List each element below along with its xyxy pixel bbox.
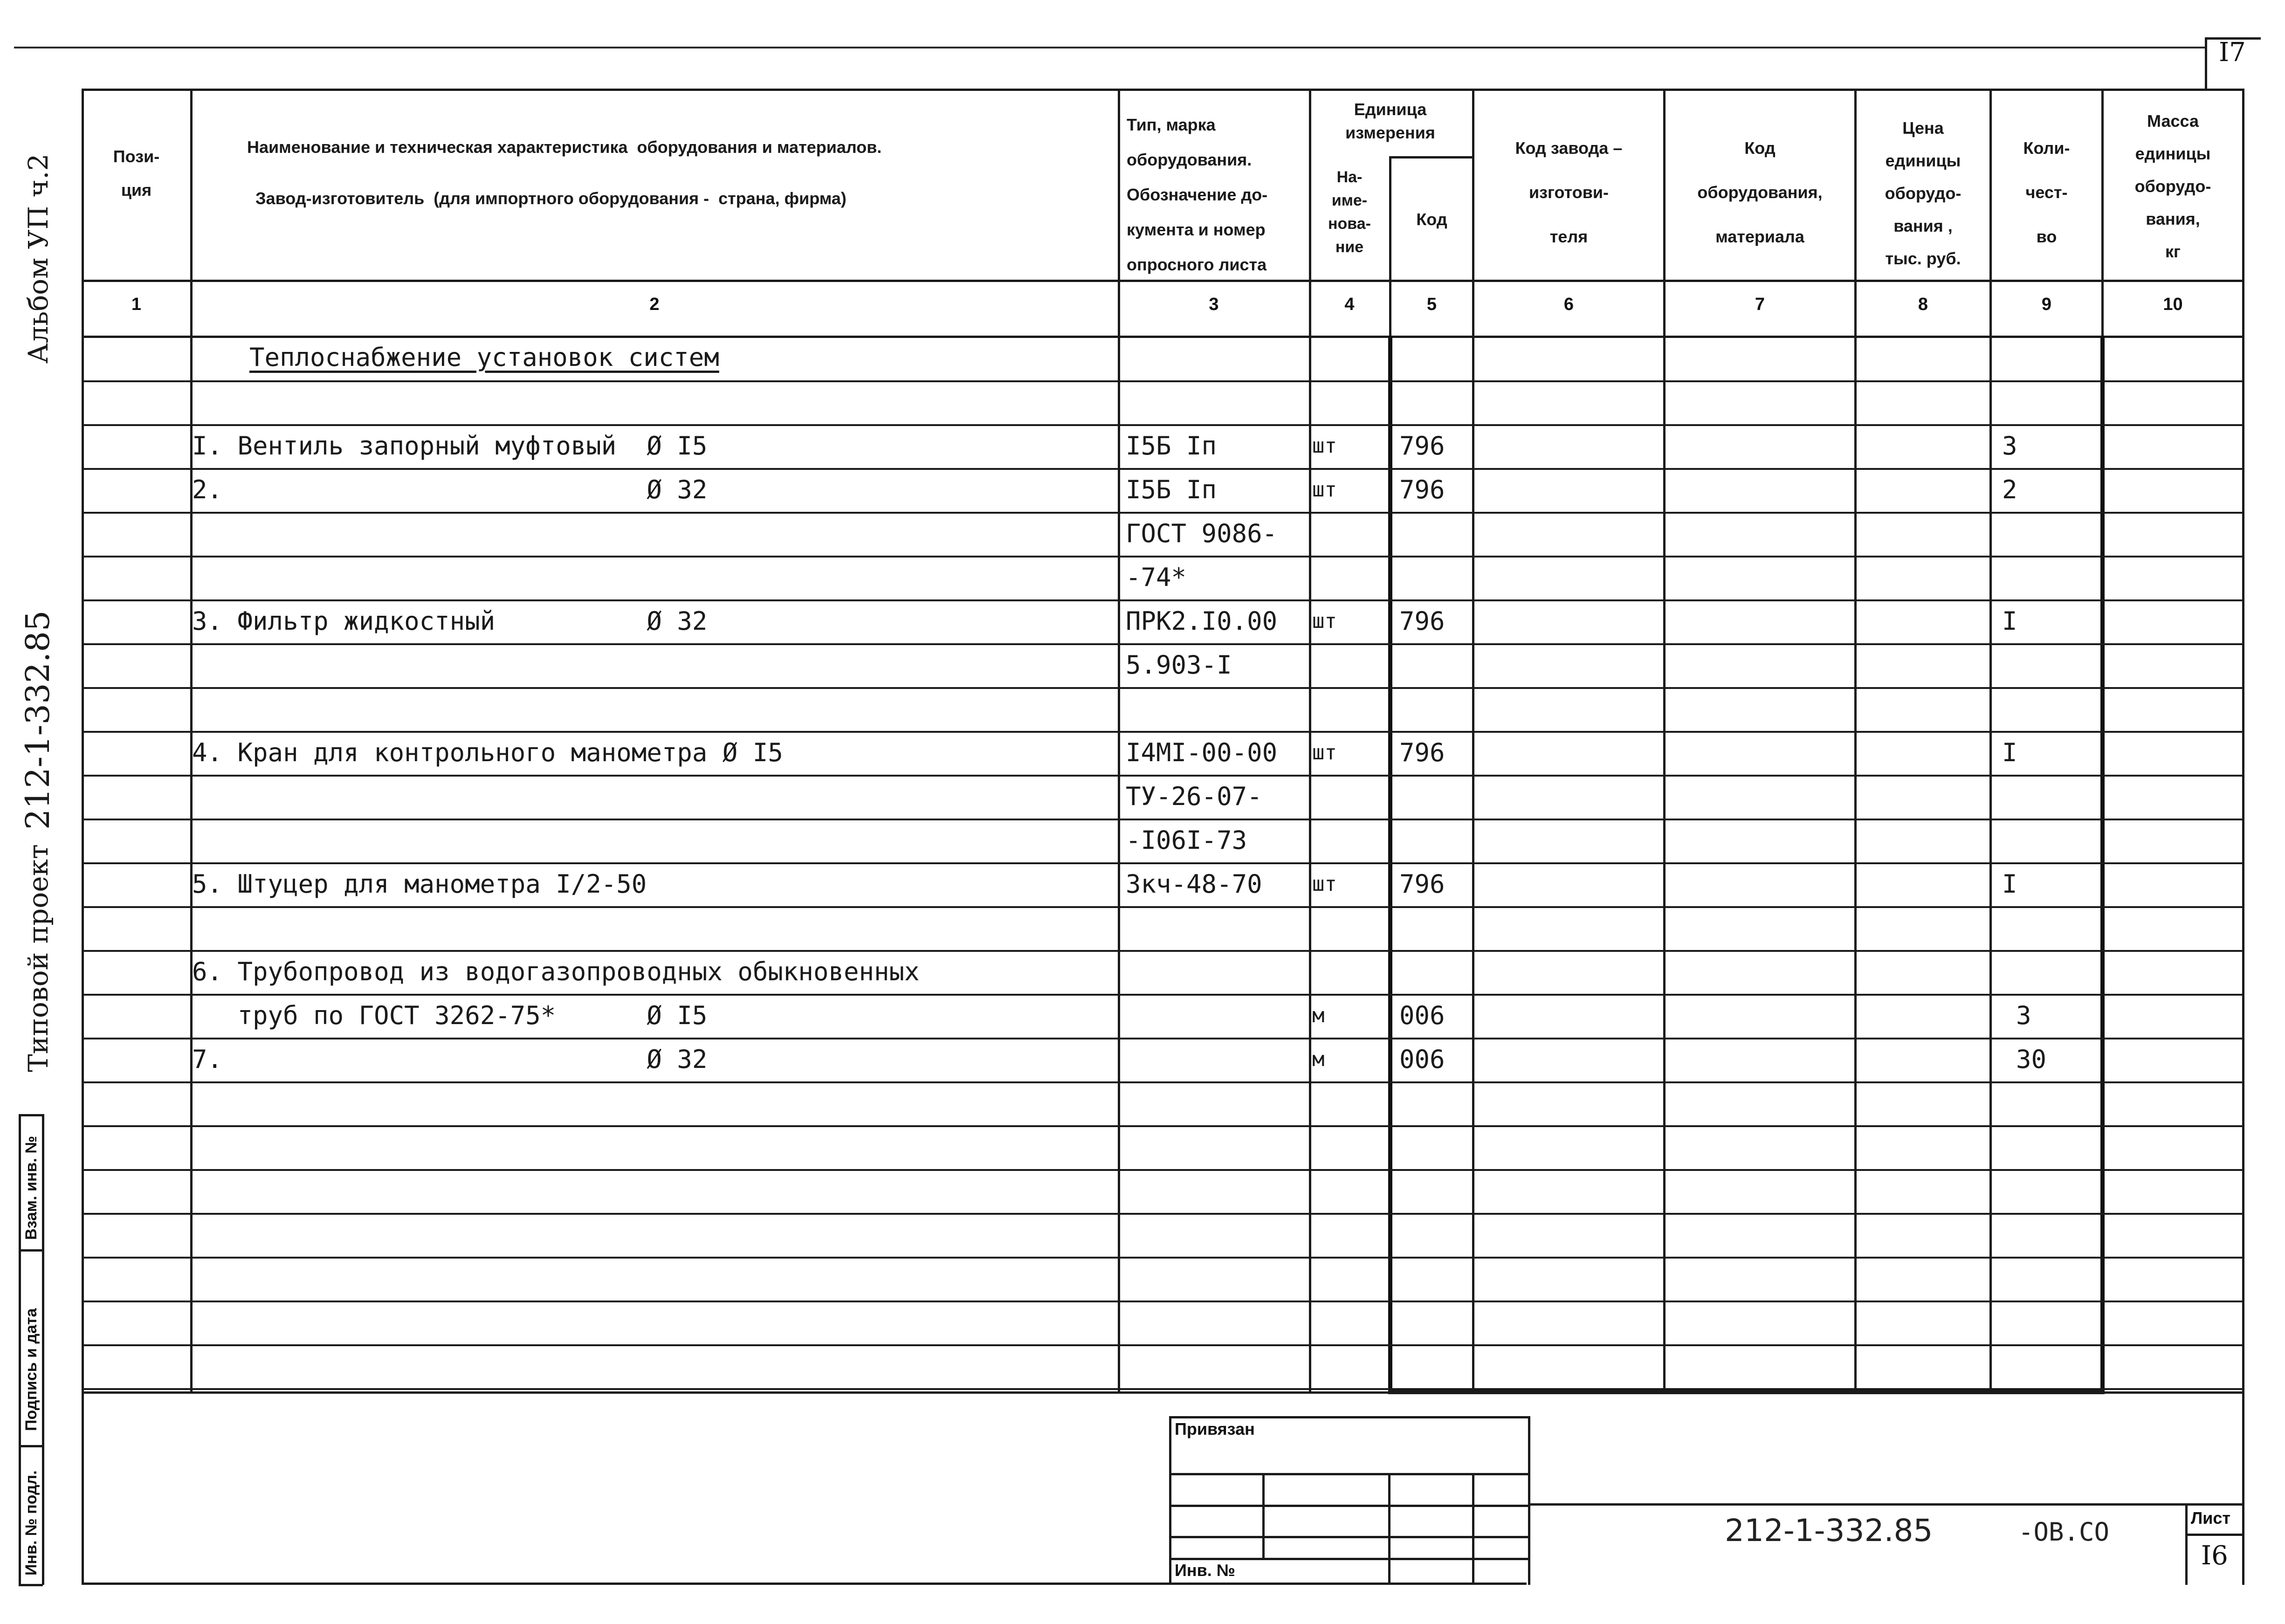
side-project-type: Типовой проект: [22, 844, 54, 1072]
col-number: 5: [1426, 295, 1437, 314]
row-line: [82, 731, 2244, 733]
row-type: ТУ-26-07-: [1126, 782, 1262, 811]
row-code: 796: [1399, 475, 1445, 504]
row-line: [82, 1301, 2244, 1302]
title-block-sheet-sep: [2185, 1503, 2188, 1585]
sheet-number: I6: [2201, 1541, 2228, 1571]
row-code: 796: [1399, 606, 1445, 636]
row-line: [82, 599, 2244, 601]
col-sep: [1118, 89, 1120, 1394]
corner-box-left: [2205, 37, 2207, 89]
row-unit: шт: [1312, 741, 1337, 764]
row-name: 4. Кран для контрольного манометра Ø I5: [192, 738, 783, 767]
stamp-line: [1169, 1473, 1530, 1475]
col-number: 1: [131, 295, 142, 314]
row-line: [82, 1213, 2244, 1215]
side-project-code: 212-1-332.85: [19, 610, 57, 830]
row-line: [82, 1388, 2244, 1390]
stamp-top: [1169, 1416, 1530, 1418]
row-type: I4MI-00-00: [1126, 738, 1278, 767]
row-line: [82, 1125, 2244, 1127]
side-box-replaced: Взам. инв. №: [22, 1135, 40, 1240]
header-name-line1: Наименование и техническая характеристика оборудования и материалов.: [247, 138, 882, 157]
row-unit: шт: [1312, 872, 1337, 896]
table-top-border: [82, 89, 2244, 91]
row-type: 3кч-48-70: [1126, 869, 1262, 899]
side-box-signature: Подпись и дата: [22, 1308, 40, 1431]
row-name: I. Вентиль запорный муфтовый Ø I5: [192, 431, 708, 461]
row-type: -I06I-73: [1126, 826, 1247, 855]
row-line: [82, 643, 2244, 645]
row-type: I5Б Iп: [1126, 431, 1217, 461]
doc-number: 212-1-332.85: [1725, 1513, 1933, 1548]
row-line: [82, 1038, 2244, 1039]
row-name: 6. Трубопровод из водогазопроводных обыкновенных: [192, 957, 920, 986]
header-equipment-code: Код оборудования, материала: [1697, 138, 1823, 246]
row-line: [82, 1257, 2244, 1259]
row-line: [82, 862, 2244, 864]
unit-subheader-line: [1389, 156, 1473, 158]
side-box-inv-orig: Инв. № подл.: [22, 1470, 40, 1576]
col-sep: [1989, 89, 1992, 1394]
top-rule: [14, 47, 2205, 48]
corner-sheet-number: I7: [2219, 37, 2246, 68]
colnum-bottom-border: [82, 336, 2244, 338]
row-unit: шт: [1312, 434, 1337, 458]
row-line: [82, 1081, 2244, 1083]
side-box-line: [19, 1445, 43, 1447]
stamp-line: [1169, 1505, 1530, 1507]
row-qty: 3: [2016, 1001, 2031, 1030]
col-number: 8: [1918, 295, 1928, 314]
col-number: 7: [1755, 295, 1765, 314]
header-factory-code: Код завода – изготови- теля: [1515, 138, 1623, 246]
header-position: Пози- ция: [113, 147, 160, 200]
doc-suffix: -ОВ.СО: [2018, 1517, 2110, 1547]
row-line: [82, 906, 2244, 908]
row-type: ГОСТ 9086-: [1126, 519, 1278, 548]
row-code: 006: [1399, 1045, 1445, 1074]
row-line: [82, 1169, 2244, 1171]
row-unit: м: [1312, 1004, 1325, 1027]
row-line: [82, 556, 2244, 557]
row-name: 5. Штуцер для манометра I/2-50: [192, 869, 647, 899]
row-code: 796: [1399, 738, 1445, 767]
row-line: [82, 687, 2244, 689]
row-code: 796: [1399, 869, 1445, 899]
row-qty: I: [2002, 738, 2017, 767]
title-block-right: [2242, 1391, 2244, 1585]
col-number: 4: [1344, 295, 1355, 314]
stamp-bound-label: Привязан: [1175, 1419, 1255, 1438]
title-block-top: [1528, 1503, 2244, 1506]
stamp-sep: [1262, 1473, 1265, 1558]
header-name-line2: Завод-изготовитель (для импортного оборудования - страна, фирма): [255, 189, 847, 208]
row-line: [82, 950, 2244, 952]
side-box-line: [19, 1584, 43, 1586]
col-number: 10: [2163, 295, 2183, 314]
table-bottom-border: [82, 1391, 2244, 1394]
thick-block-left: [1388, 336, 1392, 1394]
row-type: -74*: [1126, 563, 1187, 592]
header-price: Цена единицы оборудо- вания , тыс. руб.: [1885, 118, 1962, 268]
row-qty: 30: [2016, 1045, 2047, 1074]
thick-block-right: [2100, 336, 2105, 1394]
row-line: [82, 1344, 2244, 1346]
stamp-sep: [1388, 1473, 1390, 1585]
col-sep: [1854, 89, 1857, 1394]
side-box-left: [19, 1114, 21, 1585]
side-album-label: Альбом УП ч.2: [22, 153, 54, 364]
header-type-mark: Тип, марка оборудования. Обозначение до- кумента и номер опросного листа: [1127, 115, 1268, 274]
row-line: [82, 380, 2244, 382]
col-number: 6: [1563, 295, 1574, 314]
row-type: I5Б Iп: [1126, 475, 1217, 504]
row-line: [82, 775, 2244, 777]
col-number: 2: [649, 295, 660, 314]
header-mass: Масса единицы оборудо- вания, кг: [2134, 111, 2211, 261]
row-qty: 2: [2002, 475, 2017, 504]
row-line: [82, 994, 2244, 996]
title-block-sheet-line: [2185, 1534, 2244, 1536]
header-unit: Единица измерения: [1345, 100, 1435, 142]
row-type: 5.903-I: [1126, 650, 1232, 680]
row-line: [82, 424, 2244, 426]
col-sep: [1663, 89, 1666, 1394]
sheet-label: Лист: [2191, 1508, 2231, 1528]
row-name: труб по ГОСТ 3262-75* Ø I5: [192, 1001, 708, 1030]
stamp-line: [1169, 1536, 1530, 1538]
header-quantity: Коли- чест- во: [2023, 138, 2070, 246]
col-sep: [1472, 89, 1474, 1394]
row-line: [82, 468, 2244, 470]
row-qty: 3: [2002, 431, 2017, 461]
row-line: [82, 512, 2244, 514]
row-qty: I: [2002, 869, 2017, 899]
header-unit-name: На- име- нова- ние: [1328, 168, 1371, 256]
stamp-line: [1169, 1558, 1530, 1560]
row-unit: м: [1312, 1047, 1325, 1071]
row-line: [82, 819, 2244, 820]
row-qty: I: [2002, 606, 2017, 636]
page-bottom-border: [82, 1583, 1527, 1585]
row-type: ПРК2.I0.00: [1126, 606, 1278, 636]
stamp-sep: [1472, 1473, 1474, 1585]
side-box-right: [42, 1114, 44, 1585]
side-box-line: [19, 1249, 43, 1252]
row-name: 2. Ø 32: [192, 475, 708, 504]
header-unit-code: Код: [1416, 210, 1447, 229]
side-box-line: [19, 1114, 43, 1116]
col-number: 9: [2041, 295, 2052, 314]
row-code: 006: [1399, 1001, 1445, 1030]
row-name: Теплоснабжение установок систем: [249, 343, 719, 372]
stamp-inv-label: Инв. №: [1175, 1561, 1235, 1580]
table-right-border: [2242, 89, 2244, 1394]
row-name: 3. Фильтр жидкостный Ø 32: [192, 606, 708, 636]
row-unit: шт: [1312, 478, 1337, 502]
row-code: 796: [1399, 431, 1445, 461]
col-number: 3: [1209, 295, 1219, 314]
row-unit: шт: [1312, 609, 1337, 633]
row-name: 7. Ø 32: [192, 1045, 708, 1074]
col-sep: [1309, 89, 1311, 1394]
